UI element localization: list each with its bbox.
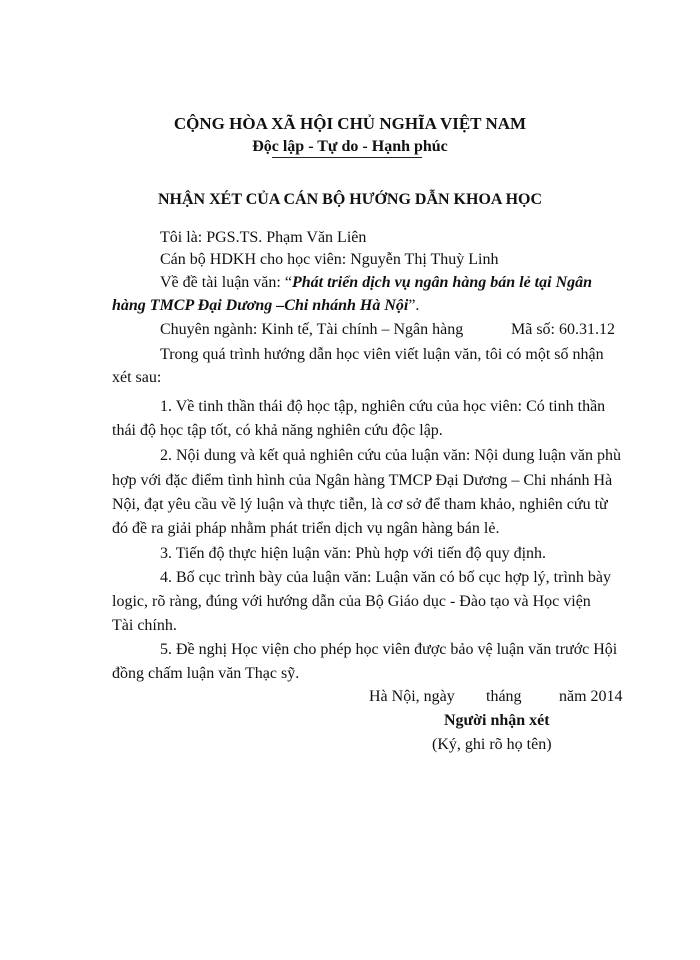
item-2-line-2: hợp với đặc điểm tình hình của Ngân hàng TMCP Đại Dương – Chi nhánh Hà xyxy=(112,472,613,489)
remark-intro-line-1: Trong quá trình hướng dẫn học viên viết luận văn, tôi có một số nhận xyxy=(160,346,604,363)
item-4-line-1: 4. Bố cục trình bày của luận văn: Luận văn có bố cục hợp lý, trình bày xyxy=(160,569,611,586)
national-motto: Độc lập - Tự do - Hạnh phúc xyxy=(252,138,448,155)
topic-line-1 xyxy=(160,274,592,292)
signature-place-date: Hà Nội, ngày xyxy=(369,688,455,705)
topic-title-part-1: Phát triển dịch vụ ngân hàng bán lẻ tại Ngân xyxy=(291,274,593,291)
item-2-line-3: Nội, đạt yêu cầu về lý luận và thực tiễn, là cơ sở để tham khảo, nghiên cứu từ xyxy=(112,496,608,513)
item-5-line-1: 5. Đề nghị Học viện cho phép học viên được bảo vệ luận văn trước Hội xyxy=(160,641,618,658)
item-3-line-1: 3. Tiến độ thực hiện luận văn: Phù hợp với tiến độ quy định. xyxy=(160,545,547,562)
item-5-line-2: đồng chấm luận văn Thạc sỹ. xyxy=(112,665,300,682)
national-heading: CỘNG HÒA XÃ HỘI CHỦ NGHĨA VIỆT NAM xyxy=(173,114,527,133)
item-2-line-1: 2. Nội dung và kết quả nghiên cứu của luận văn: Nội dung luận văn phù xyxy=(160,447,622,464)
report-title: NHẬN XÉT CỦA CÁN BỘ HƯỚNG DẪN KHOA HỌC xyxy=(157,191,543,208)
item-1-line-1: 1. Về tinh thần thái độ học tập, nghiên cứu của học viên: Có tinh thần xyxy=(160,398,606,415)
item-2-line-4: đó đề ra giải pháp nhằm phát triển dịch vụ ngân hàng bán lẻ. xyxy=(112,520,500,537)
topic-title-part-2: hàng TMCP Đại Dương –Chi nhánh Hà Nội xyxy=(112,297,409,314)
topic-prefix: Về đề tài luận văn: “ xyxy=(160,274,292,291)
student-line: Cán bộ HDKH cho học viên: Nguyễn Thị Thuỳ Linh xyxy=(160,251,499,268)
major-line: Chuyên ngành: Kinh tế, Tài chính – Ngân hàng xyxy=(160,321,464,338)
signature-note: (Ký, ghi rõ họ tên) xyxy=(432,736,552,753)
topic-line-2 xyxy=(112,297,419,315)
remark-intro-line-2: xét sau: xyxy=(112,369,162,386)
signature-month: tháng xyxy=(486,688,522,705)
item-4-line-2: logic, rõ ràng, đúng với hướng dẫn của Bộ Giáo dục - Đào tạo và Học viện xyxy=(112,593,591,610)
major-code: Mã số: 60.31.12 xyxy=(511,321,615,338)
item-4-line-3: Tài chính. xyxy=(112,617,177,634)
signature-year: năm 2014 xyxy=(559,688,623,705)
motto-underline xyxy=(272,157,422,158)
topic-suffix: ”. xyxy=(408,297,420,314)
signature-role: Người nhận xét xyxy=(444,712,550,729)
item-1-line-2: thái độ học tập tốt, có khả năng nghiên cứu độc lập. xyxy=(112,422,443,439)
reviewer-line: Tôi là: PGS.TS. Phạm Văn Liên xyxy=(160,229,367,246)
